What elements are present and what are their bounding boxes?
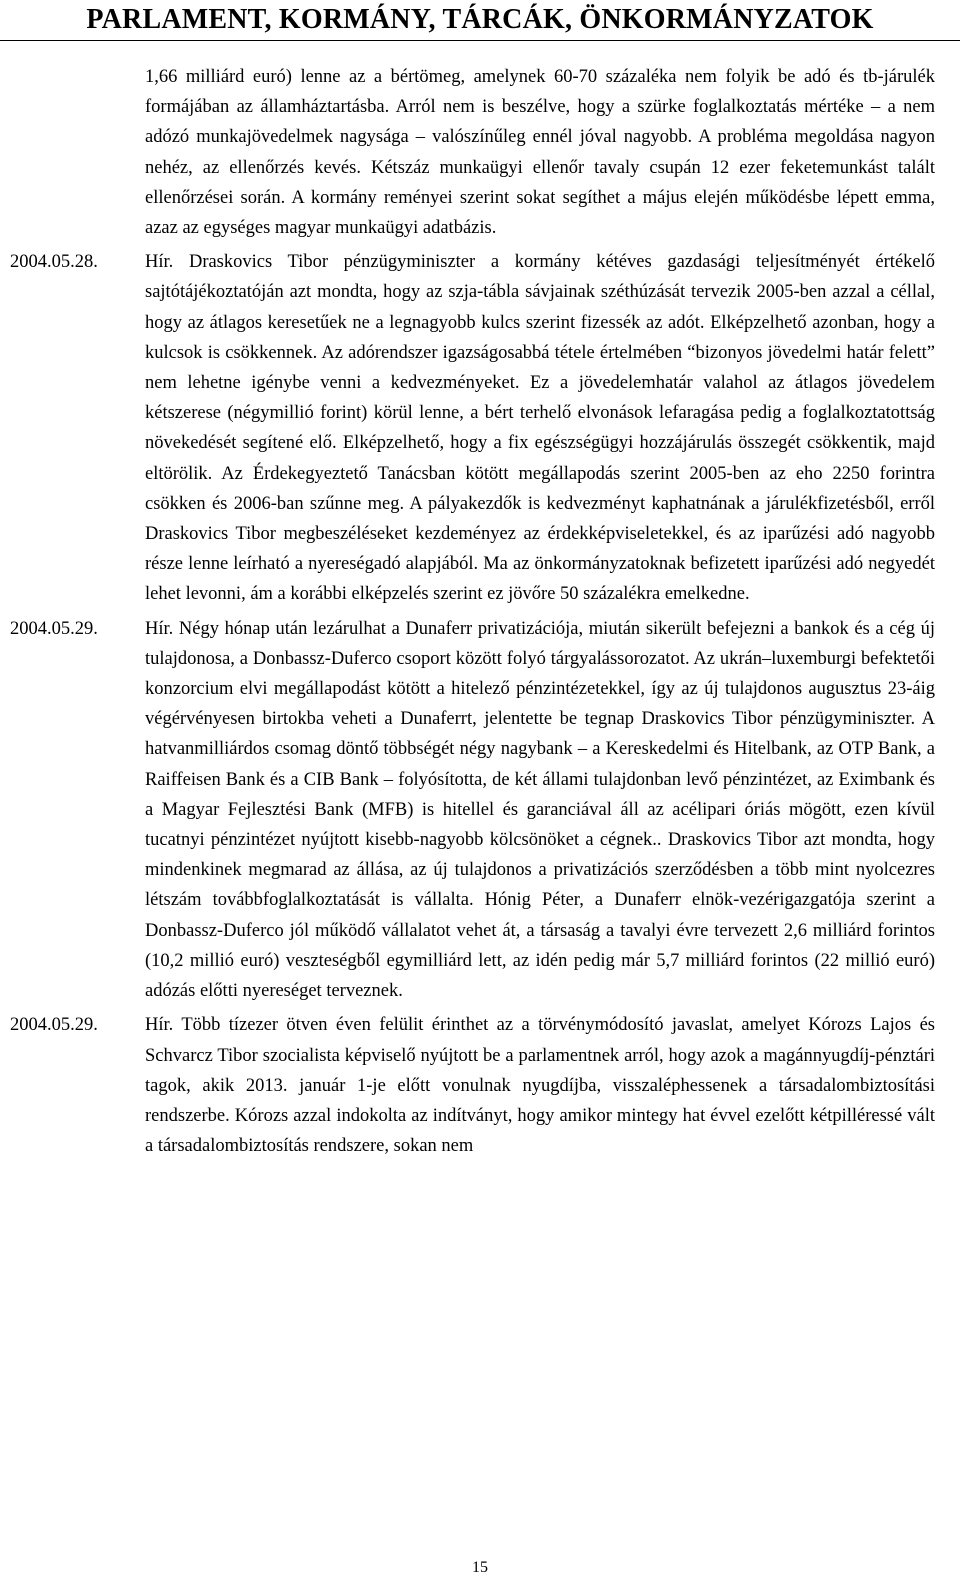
entry-kind: Hír. [145, 1015, 174, 1036]
page-header-title: PARLAMENT, KORMÁNY, TÁRCÁK, ÖNKORMÁNYZATOK [86, 4, 874, 35]
news-entry-continued [0, 62, 960, 243]
news-entry [0, 1010, 960, 1161]
header-divider [0, 40, 960, 41]
page-header [0, 0, 960, 44]
entry-body: 1,66 milliárd euró) lenne az a bértömeg, amelynek 60-70 százaléka nem folyik be adó és tb-járulék formájában az államháztartásba. Arról nem is beszélve, hogy a szürke foglalkoztatás mértéke – a nem adózó munkajövedelmek nagysága – valószínűleg ennél jóval nagyobb. A probléma megoldása nagyon nehéz, az ellenőrzés kevés. Kétszáz munkaügyi ellenőr tavaly csupán 12 ezer feketemunkást talált ellenőrzései során. A kormány reményei szerint sokat segíthet a május elején működésbe lépett emma, azaz az egységes magyar munkaügyi adatbázis. [145, 67, 935, 239]
entry-body: Négy hónap után lezárulhat a Dunaferr privatizációja, miután sikerült befejezni a bankok és a cég új tulajdonosa, a Donbassz-Duferco csoport között folyó tárgyalássorozatot. Az ukrán–luxemburgi befektetői konzorcium elvi megállapodást kötött a hitelező pénzintézetekkel, így az új tulajdonos augusztus 23-áig végérvényesen birtokba veheti a Dunaferrt, jelentette be tegnap Draskovics Tibor pénzügyminiszter. A hatvanmilliárdos csomag döntő többségét négy nagybank – a Kereskedelmi és Hitelbank, az OTP Bank, a Raiffeisen Bank és a CIB Bank – folyósította, de két állami tulajdonban levő pénzintézet, az Eximbank és a Magyar Fejlesztési Bank (MFB) is hitellel és garanciával áll az acélipari óriás mögött, ezen kívül tucatnyi pénzintézet nyújtott kisebb-nagyobb kölcsönöket a cégnek.. Draskovics Tibor azt mondta, hogy mindenkinek megmarad az állása, az új tulajdonos a privatizációs szerződésben a több mint nyolcezres létszám továbbfoglalkoztatását is vállalta. Hónig Péter, a Dunaferr elnök-vezérigazgatója szerint a Donbassz-Duferco jól működő vállalatot vehet át, a társaság a tavalyi évre tervezett 2,6 milliárd forintos (10,2 millió euró) veszteségből egymilliárd lett, az idén pedig már 5,7 milliárd forintos (22 millió euró) adózás előtti nyereséget terveznek. [145, 618, 936, 1002]
entry-text [145, 62, 935, 243]
entry-kind: Hír. [145, 252, 174, 273]
entry-date: 2004.05.28. [10, 252, 98, 273]
entry-body: Több tízezer ötven éven felülit érinthet az a törvénymódosító javaslat, amelyet Kórozs Lajos és Schvarcz Tibor szocialista képviselő nyújtott be a parlamentnek arról, hogy azok a magánnyugdíj-pénztári tagok, akik 2013. január 1-je előtt vonulnak nyugdíjba, visszaléphessenek a társadalombiztosítási rendszerbe. Kórozs azzal indokolta az indítványt, hogy amikor mintegy hat évvel ezelőtt kétpilléressé vált a társadalombiztosítás rendszere, sokan nem [145, 1015, 936, 1157]
entry-date: 2004.05.29. [10, 618, 98, 639]
entry-date: 2004.05.29. [10, 1015, 98, 1036]
page-number: 15 [472, 1559, 488, 1576]
news-entry [0, 614, 960, 1007]
entry-kind: Hír. [145, 618, 174, 639]
entry-text [145, 614, 935, 1007]
entry-body: Draskovics Tibor pénzügyminiszter a kormány kétéves gazdasági teljesítményét értékelő sajtótájékoztatóján azt mondta, hogy az szja-tábla sávjainak széthúzását tervezik 2005-ben azzal a céllal, hogy az átlagos keresetűek ne a legnagyobb kulcs szerint fizessék az adót. Elképzelhető azonban, hogy a kulcsok is csökkennek. Az adórendszer igazságosabbá tétele értelmében “bizonyos jövedelmi határ felett” nem lehetne igénybe venni a kedvezményeket. Ez a jövedelemhatár valahol az átlagos jövedelem kétszerese (négymillió forint) körül lenne, a bért terhelő elvonások lefaragása pedig a foglalkoztatottság növekedését segítené elő. Elképzelhető, hogy a fix egészségügyi hozzájárulás összegét csökkentik, majd eltörölik. Az Érdekegyeztető Tanácsban kötött megállapodás szerint 2005-ben az eho 2250 forintra csökken és 2006-ban szűnne meg. A pályakezdők is kedvezményt kaphatnának a járulékfizetésből, erről Draskovics Tibor megbeszéléseket kezdeményez az érdekképviseletekkel, és az iparűzési adó nagyobb része lenne leírható a nyereségadó alapjából. Ma az önkormányzatoknak befizetett iparűzési adó negyedét lehet levonni, ám a korábbi elképzelés szerint ez jövőre 50 százalékra emelkedne. [145, 252, 936, 605]
entry-text [145, 247, 935, 609]
document-body [0, 62, 960, 1165]
news-entry [0, 247, 960, 609]
entry-text [145, 1010, 935, 1161]
